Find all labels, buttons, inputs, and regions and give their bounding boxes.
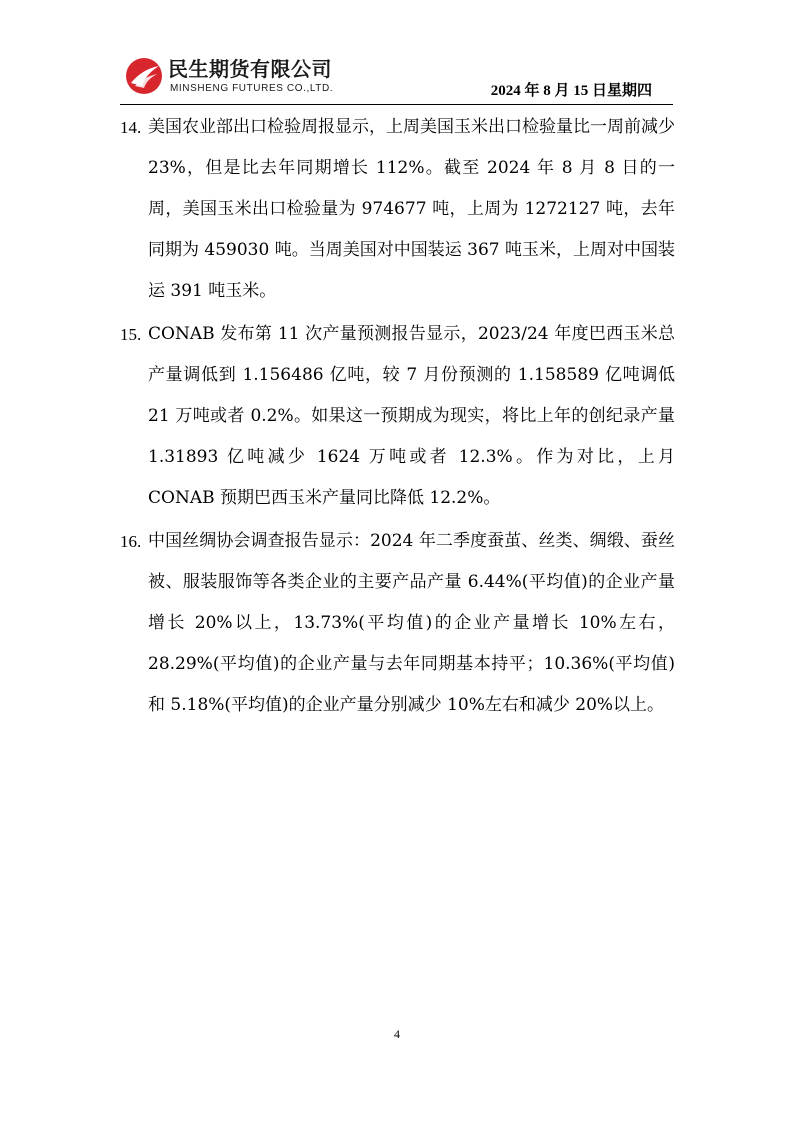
company-logo: [124, 56, 364, 100]
news-list: [120, 107, 675, 726]
news-item-14: [120, 107, 675, 312]
item-text: 美国农业部出口检验周报显示，上周美国玉米出口检验量比一周前减少 23%，但是比去年同期增长 112%。截至 2024 年 8 月 8 日的一周，美国玉米出口检验量为 974677 吨，上周为 1272127 吨，去年同期为 459030 吨。当周美国对中国装运 367 吨玉米，上周对中国装运 391 吨玉米。: [148, 117, 675, 301]
page-number: 4: [394, 1027, 400, 1041]
item-text: CONAB 发布第 11 次产量预测报告显示，2023/24 年度巴西玉米总产量调低到 1.156486 亿吨，较 7 月份预测的 1.158589 亿吨调低 21 万吨或者 0.2%。如果这一预期成为现实，将比上年的创纪录产量 1.31893 亿吨减少 1624 万吨或者 12.3%。作为对比，上月 CONAB 预期巴西玉米产量同比降低 12.2%。: [148, 324, 675, 508]
header-divider: [120, 104, 673, 105]
item-number: 16.: [120, 532, 142, 551]
news-item-16: [120, 521, 675, 726]
item-number: 14.: [120, 118, 142, 137]
minsheng-logo-icon: [124, 56, 164, 96]
company-name-en: MINSHENG FUTURES CO.,LTD.: [170, 83, 334, 94]
item-text: 中国丝绸协会调查报告显示：2024 年二季度蚕茧、丝类、绸缎、蚕丝被、服装服饰等各类企业的主要产品产量 6.44%(平均值)的企业产量增长 20%以上，13.73%(平均值)的企业产量增长 10%左右，28.29%(平均值)的企业产量与去年同期基本持平；10.36%(平均值)和 5.18%(平均值)的企业产量分别减少 10%左右和减少 20%以上。: [148, 531, 675, 715]
report-date: 2024 年 8 月 15 日星期四: [490, 83, 652, 99]
company-name-cn: 民生期货有限公司: [168, 57, 332, 81]
news-item-15: [120, 314, 675, 519]
item-number: 15.: [120, 325, 142, 344]
